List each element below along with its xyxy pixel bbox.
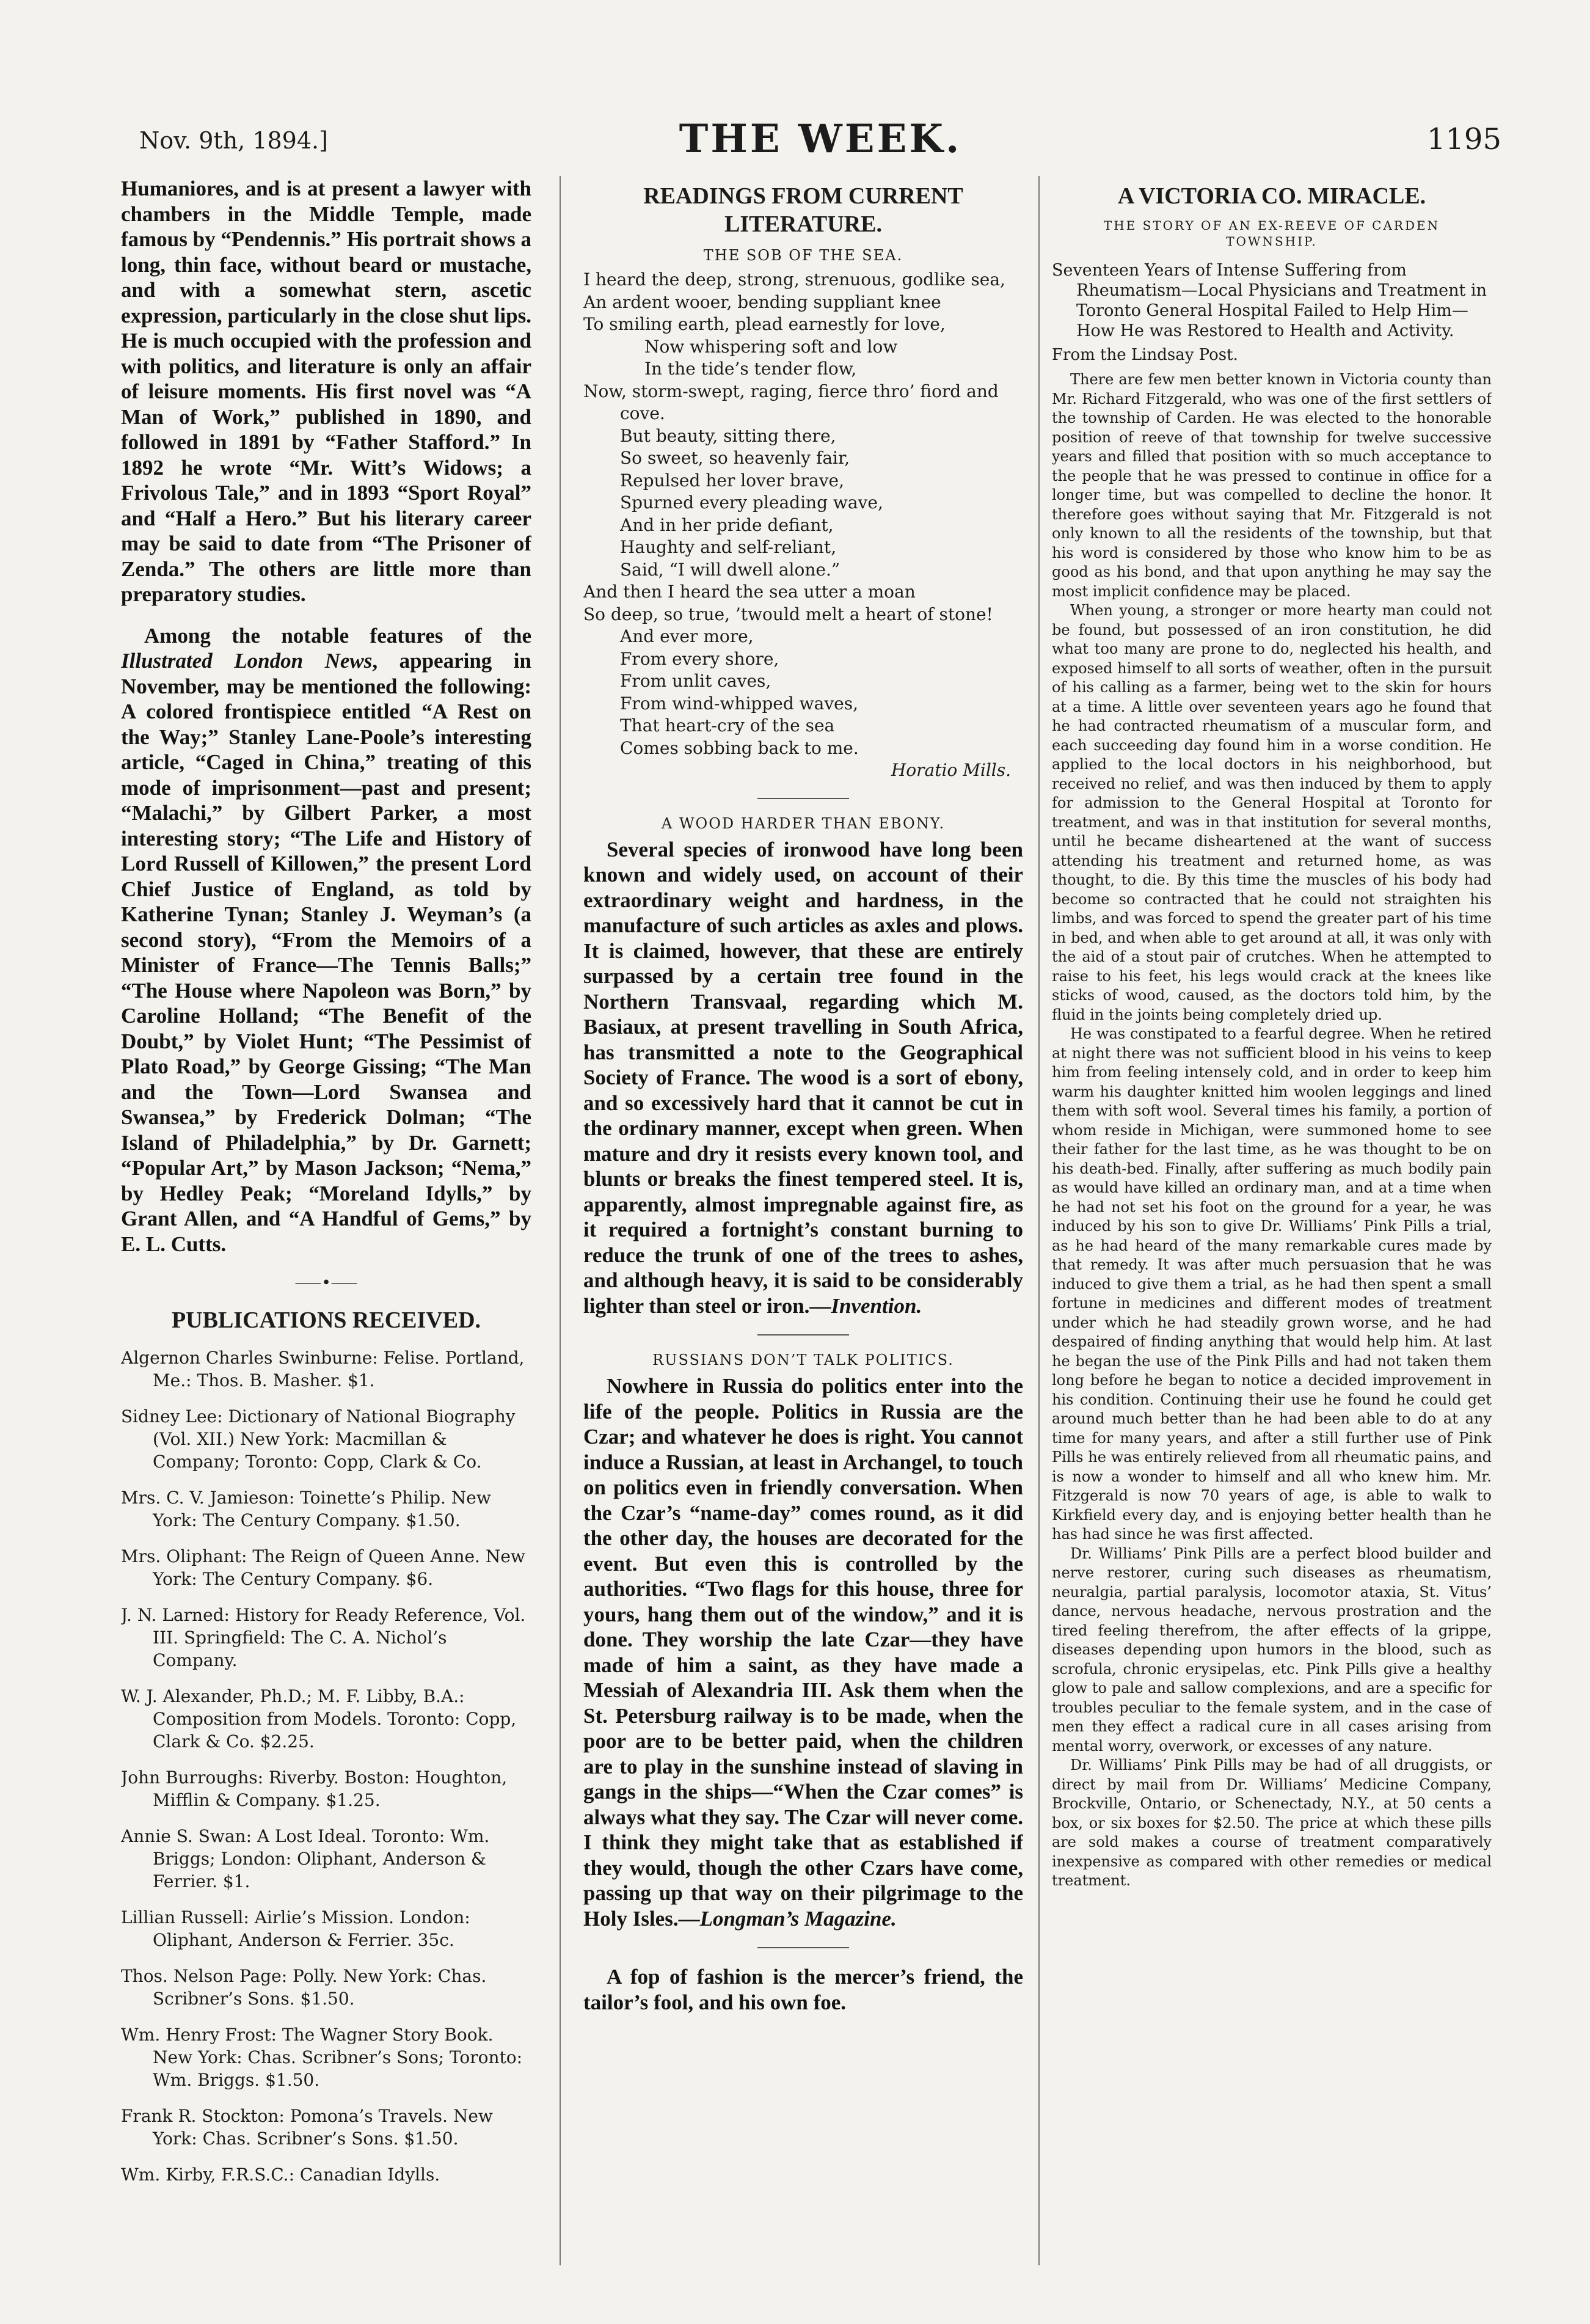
article-subtitle: THE STORY OF AN EX-REEVE OF CARDEN TOWNSHIP.: [1103, 218, 1440, 249]
poem-line: And in her pride defiant,: [620, 514, 834, 535]
poem-line: Now, storm-swept, raging, fierce thro’ fiord and cove.: [583, 381, 999, 423]
publication-entry: Frank R. Stockton: Pomona’s Travels. New York: Chas. Scribner’s Sons. $1.50.: [121, 2106, 493, 2149]
column-middle: [583, 176, 1023, 2296]
paragraph: Dr. Williams’ Pink Pills are a perfect blood builder and nerve restorer, curing such diseases as rheumatism, neuralgia, partial paralysis, locomotor ataxia, St. Vitus’ dance, nervous headache, nervous prostration and the tired feeling therefrom, the after effects of la grippe, diseases depending upon humors in the blood, such as scrofula, chronic erysipelas, etc. Pink Pills give a healthy glow to pale and sallow complexions, and are a specific for troubles peculiar to the female system, and in the case of men they effect a radical cure in all cases arising from mental worry, overwork, or excesses of any nature.: [1052, 1544, 1492, 1755]
page-number: 1195: [1426, 122, 1501, 156]
poem-line: So sweet, so heavenly fair,: [620, 448, 850, 468]
poem-title: THE SOB OF THE SEA.: [703, 247, 903, 264]
section-heading: READINGS FROM CURRENT LITERATURE.: [643, 183, 963, 237]
poem-line: I heard the deep, strong, strenuous, godlike sea,: [583, 269, 1005, 290]
column-rule: [560, 176, 561, 2265]
paragraph: A fop of fashion is the mercer’s friend, the tailor’s fool, and his own foe.: [583, 1965, 1023, 2014]
paragraph: Humaniores, and is at present a lawyer with chambers in the Middle Temple, made famous by “Pendennis.” His portrait shows a long, thin face, without beard or mustache, and with a somewhat stern, ascetic expression, particularly in the close shut lips. He is much occupied with the profession and with politics, and literature is only an affair of leisure moments. His first novel was “A Man of Work,” published in 1890, and followed in 1891 by “Father Stafford.” In 1892 he wrote “Mr. Witt’s Widows; a Frivolous Tale,” and in 1893 “Sport Royal” and “Half a Hero.” But his literary career may be said to date from “The Prisoner of Zenda.” The others are little more than preparatory studies.: [121, 177, 531, 606]
poem-line: From wind-whipped waves,: [620, 693, 858, 714]
divider: [757, 1334, 849, 1336]
italic-title: Illustrated London News: [121, 649, 373, 673]
publication-entry: Lillian Russell: Airlie’s Mission. London: Oliphant, Anderson & Ferrier. 35c.: [121, 1907, 470, 1950]
section-ornament: ⸺•⸺: [294, 1274, 358, 1292]
publication-entry: Mrs. C. V. Jamieson: Toinette’s Philip. New York: The Century Company. $1.50.: [121, 1488, 491, 1530]
paragraph: When young, a stronger or more hearty man could not be found, but possessed of an iron constitution, he did what too many are prone to do, neglected his health, and exposed himself to all sorts of weather, often in the pursuit of his calling as a farmer, being wet to the skin for hours at a time. A little over seventeen years ago he found that he had contracted rheumatism of a muscular form, and each succeeding day found him in a worse condition. He applied to the local doctors in his neighborhood, but received no relief, and was then induced by them to apply for admission to the General Hospital at Toronto for treatment, and was in that institution for several months, until he became disheartened at the want of success attending his treatment and returned home, as was thought, to die. By this time the muscles of his body had become so contracted that he could not straighten his limbs, and was forced to spend the greater part of his time in bed, and when able to get around at all, it was only with the aid of a stout pair of crutches. When he attempted to raise to his feet, his legs would crack at the knees like sticks of wood, caused, as the doctors told him, by the fluid in the joints being completely dried up.: [1052, 602, 1492, 1023]
publication-entry: Thos. Nelson Page: Polly. New York: Chas. Scribner’s Sons. $1.50.: [121, 1966, 487, 2009]
divider: [757, 798, 849, 799]
poem-signature: Horatio Mills.: [891, 760, 1011, 780]
publication-entry: John Burroughs: Riverby. Boston: Houghton, Mifflin & Company. $1.25.: [121, 1767, 508, 1810]
poem-line: Spurned every pleading wave,: [620, 492, 883, 513]
column-rule: [1038, 176, 1040, 2265]
article-body: [583, 1964, 1023, 2015]
article-title: RUSSIANS DON’T TALK POLITICS.: [652, 1351, 954, 1368]
poem-line: Repulsed her lover brave,: [620, 470, 844, 491]
paragraph: [583, 1373, 1023, 1931]
text-run: Several species of ironwood have long been known and widely used, on account of their extraordinary weight and hardness, in the manufacture of such articles as axles and plows. It is claimed, however, that these are entirely surpassed by a certain tree found in the Northern Transvaal, regarding which M. Basiaux, at present travelling in South Africa, has transmitted a note to the Geographical Society of France. The wood is a sort of ebony, and so excessively hard that it cannot be cut in the ordinary manner, except when green. When mature and dry it resists every known tool, and blunts or breaks the finest tempered steel. It is, apparently, almost impregnable against fire, as it required a fortnight’s constant burning to reduce the trunk of one of the trees to ashes, and although heavy, it is said to be considerably lighter than steel or iron.—: [583, 837, 1023, 1318]
issue-date: Nov. 9th, 1894.]: [139, 127, 328, 154]
source-line: From the Lindsay Post.: [1052, 346, 1238, 364]
poem-line: To smiling earth, plead earnestly for love,: [583, 314, 946, 334]
page-header: [139, 116, 1501, 165]
section-heading: A VICTORIA CO. MIRACLE.: [1117, 183, 1426, 209]
text-run: Nowhere in Russia do politics enter into the life of the people. Politics in Russia are the Czar; and whatever he does is right. You cannot induce a Russian, at least in Archangel, to touch on politics even in friendly conversation. When the Czar’s “name-day” comes round, as it did the other day, the houses are decorated for the event. But even this is controlled by the authorities. “Two flags for this house, three for yours, hang them out of the window,” and it is done. They worship the late Czar—they have made of him a saint, as they have made a Messiah of Alexandria III. Ask them when the St. Petersburg railway is to be made, when the poor are to be better paid, when the children are to play in the sunshine instead of slaving in gangs in the ships—“When the Czar comes” is always what they say. The Czar will never come. I think they might take that as established if they would, though the other Czars have come, passing up that way on their pilgrimage to the Holy Isles.—: [583, 1374, 1023, 1931]
article-body: [1052, 370, 1492, 1891]
poem-line: Comes sobbing back to me.: [620, 737, 859, 758]
poem-line: That heart-cry of the sea: [620, 715, 835, 736]
poem-line: An ardent wooer, bending suppliant knee: [583, 291, 941, 312]
poem-line: Haughty and self-reliant,: [620, 537, 837, 557]
article-body: [583, 837, 1023, 1319]
poem-line: Said, “I will dwell alone.”: [620, 559, 841, 580]
poem-line: Now whispering soft and low: [644, 336, 898, 357]
publication-entry: Annie S. Swan: A Lost Ideal. Toronto: Wm. Briggs; London: Oliphant, Anderson & Ferrier. $1.: [121, 1826, 490, 1891]
section-heading: PUBLICATIONS RECEIVED.: [171, 1307, 481, 1333]
text-run: , appearing in November, may be mentioned the following: A colored frontispiece entitled “A Rest on the Way;” Stanley Lane-Poole’s interesting article, “Caged in China,” treating of this mode of imprisonment—past and present; “Malachi,” by Gilbert Parker, a most interesting story; “The Life and History of Lord Russell of Killowen,” the present Lord Chief Justice of England, as told by Katherine Tynan; Stanley J. Weyman’s (a second story), “From the Memoirs of a Minister of France—The Tennis Balls;” “The House where Napoleon was Born,” by Caroline Holland; “The Benefit of the Doubt,” by Violet Hunt; “The Pessimist of Plato Road,” by George Gissing; “The Man and the Town—Lord Swansea and Swansea,” by Frederick Dolman; “The Island of Philadelphia,” by Dr. Garnett; “Popular Art,” by Mason Jackson; “Nema,” by Hedley Peak; “Moreland Idylls,” by Grant Allen, and “A Handful of Gems,” by E. L. Cutts.: [121, 649, 531, 1256]
article-body: [583, 1373, 1023, 1931]
publication-entry: W. J. Alexander, Ph.D.; M. F. Libby, B.A.: Composition from Models. Toronto: Copp, Clark & Co. $2.25.: [121, 1686, 517, 1752]
poem-line: From unlit caves,: [620, 671, 771, 691]
paragraph: Dr. Williams’ Pink Pills may be had of all druggists, or direct by mail from Dr. Williams’ Medicine Company, Brockville, Ontario, or Schenectady, N.Y., at 50 cents a box, or six boxes for $2.50. The price at which these pills are sold makes a course of treatment comparatively inexpensive as compared with other remedies or medical treatment.: [1052, 1756, 1492, 1889]
publications-list: [121, 1347, 531, 2186]
poem-line: From every shore,: [620, 648, 779, 669]
article-continuation: [121, 176, 531, 1257]
poem-line: And then I heard the sea utter a moan: [583, 582, 916, 602]
publication-entry: Wm. Henry Frost: The Wagner Story Book. New York: Chas. Scribner’s Sons; Toronto: Wm. Briggs. $1.50.: [121, 2025, 523, 2090]
poem-line: And ever more,: [620, 626, 754, 646]
paragraph: There are few men better known in Victoria county than Mr. Richard Fitzgerald, who was one of the first settlers of the township of Carden. He was elected to the honorable position of reeve of that township for twelve successive years and filled that position with so much acceptance to the people that he was pressed to continue in office for a longer time, but was compelled to decline the honor. It therefore goes without saying that Mr. Fitzgerald is not only known to all the residents of the township, but that his word is considered by those who know him to be as good as his bond, and that upon anything he may say the most implicit confidence may be placed.: [1052, 371, 1492, 600]
publication-entry: Mrs. Oliphant: The Reign of Queen Anne. New York: The Century Company. $6.: [121, 1546, 525, 1589]
masthead-title: THE WEEK.: [679, 116, 962, 162]
source-citation: Invention.: [831, 1293, 922, 1318]
article-lead: Seventeen Years of Intense Suffering from Rheumatism—Local Physicians and Treatment in Toronto General Hospital Failed to Help Him—How He was Restored to Health and Activity.: [1052, 261, 1487, 340]
poem-line: In the tide’s tender flow,: [644, 359, 857, 379]
column-left: [121, 176, 531, 2296]
poem-line: So deep, so true, ’twould melt a heart of stone!: [583, 604, 993, 624]
text-run: Among the notable features of the: [144, 623, 531, 648]
article-title: A WOOD HARDER THAN EBONY.: [661, 814, 946, 832]
publication-entry: Wm. Kirby, F.R.S.C.: Canadian Idylls.: [121, 2165, 440, 2185]
poem: [583, 269, 1023, 759]
poem-line: But beauty, sitting there,: [620, 425, 836, 446]
paragraph: [583, 837, 1023, 1319]
column-right: [1052, 176, 1492, 2296]
source-citation: Longman’s Magazine.: [699, 1906, 897, 1931]
publication-entry: J. N. Larned: History for Ready Reference, Vol. III. Springfield: The C. A. Nichol’s Company.: [121, 1605, 526, 1670]
paragraph: He was constipated to a fearful degree. When he retired at night there was not sufficient blood in his veins to keep him from feeling intensely cold, and in order to keep him warm his daughter knitted him woolen leggings and lined them with soft wool. Several times his family, a portion of whom reside in Michigan, were summoned home to see their father for the last time, as he was thought to be on his death-bed. Finally, after suffering as much bodily pain as would have killed an ordinary man, and at a time when he had not set his foot on the ground for a year, he was induced by his son to give Dr. Williams’ Pink Pills a trial, as he had heard of the many remarkable cures made by that remedy. It was after much persuasion that he was induced to give them a trial, as he had then spent a small fortune in medicines and different modes of treatment under which he had steadily grown worse, and he had despaired of finding anything that would help him. At last he began the use of the Pink Pills and had not taken them long before he began to notice a decided improvement in his condition. Continuing their use he found he could get around much better than he had been able to do at any time for many years, and after a still further use of Pink Pills he was entirely relieved from all rheumatic pains, and is now a wonder to himself and all who knew him. Mr. Fitzgerald is now 70 years of age, is able to walk to Kirkfield every day, and is enjoying better health than he has had since he was first affected.: [1052, 1025, 1492, 1543]
publication-entry: Sidney Lee: Dictionary of National Biography (Vol. XII.) New York: Macmillan & Company; Toronto: Copp, Clark & Co.: [121, 1406, 516, 1472]
publication-entry: Algernon Charles Swinburne: Felise. Portland, Me.: Thos. B. Masher. $1.: [121, 1348, 525, 1390]
paragraph: [121, 623, 531, 1257]
divider: [757, 1947, 849, 1948]
